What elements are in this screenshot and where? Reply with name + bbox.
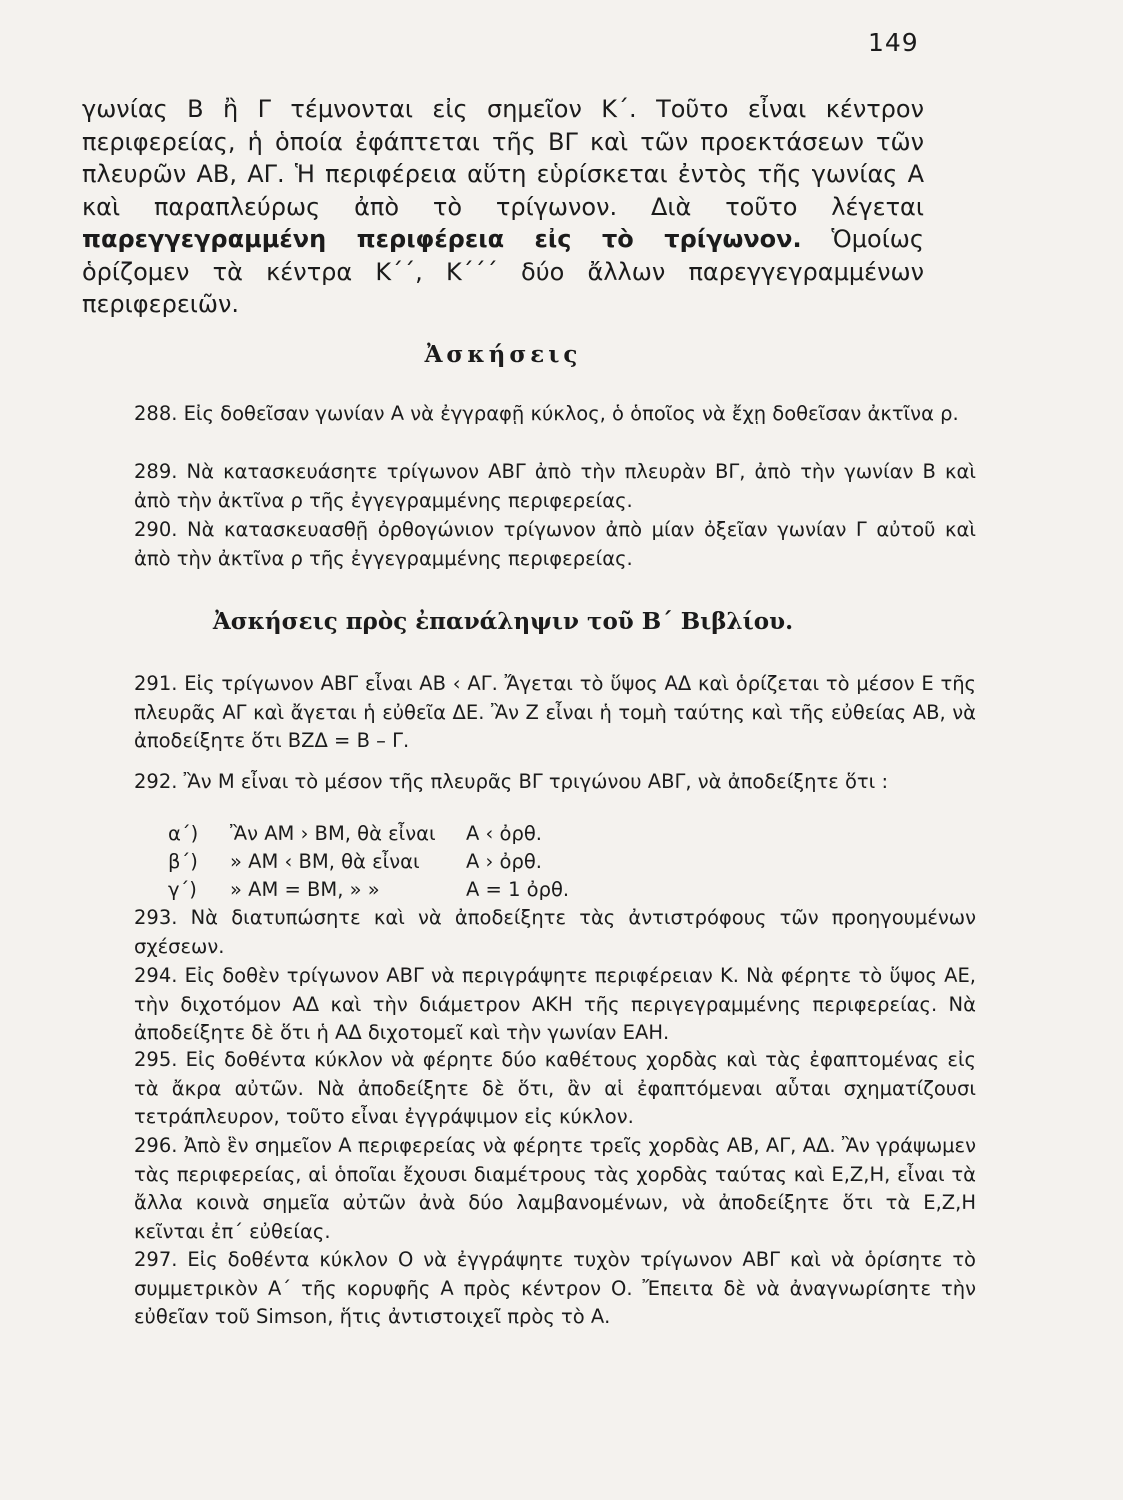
exercise-291: 291. Εἰς τρίγωνον ΑΒΓ εἶναι ΑΒ ‹ ΑΓ. Ἄγεται τὸ ὕψος ΑΔ καὶ ὁρίζεται τὸ μέσον Ε τῆς πλευρᾶς ΑΓ καὶ ἄγεται ἡ εὐθεῖα ΔΕ. Ἂν Ζ εἶναι ἡ τομὴ ταύτης καὶ τῆς εὐθείας ΑΒ, νὰ ἀποδείξητε ὅτι ΒΖΔ = Β – Γ. [134,672,976,752]
exercise-297: 297. Εἰς δοθέντα κύκλον Ο νὰ ἐγγράψητε τυχὸν τρίγωνον ΑΒΓ καὶ νὰ ὁρίσητε τὸ συμμετρικὸν Α΄ τῆς κορυφῆς Α πρὸς κέντρον Ο. Ἔπειτα δὲ νὰ ἀναγνωρίσητε τὴν εὐθεῖαν τοῦ Simson, ἥτις ἀντιστοιχεῖ πρὸς τὸ Α. [134,1248,976,1328]
case-row [168,848,630,877]
case-condition: » ΑΜ ‹ ΒΜ, θὰ εἶναι [230,850,420,873]
exercises-heading: Ἀσκήσεις [424,341,582,368]
case-result: Α › ὀρθ. [466,850,542,873]
intro-text-start: γωνίας Β ἢ Γ τέμνονται εἰς σημεῖον Κ΄. Τοῦτο εἶναι κέντρον περιφερείας, ἡ ὁποία ἐφάπτεται τῆς ΒΓ καὶ τῶν προεκτάσεων τῶν πλευρῶν ΑΒ, ΑΓ. Ἡ περιφέρεια αὕτη εὑρίσκεται ἐντὸς τῆς γωνίας Α καὶ παραπλεύρως ἀπὸ τὸ τρίγωνον. Διὰ τοῦτο λέγεται [82,95,924,221]
exercise-294: 294. Εἰς δοθὲν τρίγωνον ΑΒΓ νὰ περιγράψητε περιφέρειαν Κ. Νὰ φέρητε τὸ ὕψος ΑΕ, τὴν διχοτόμον ΑΔ καὶ τὴν διάμετρον ΑΚΗ τῆς περιγεγραμμένης περιφερείας. Νὰ ἀποδείξητε δὲ ὅτι ἡ ΑΔ διχοτομεῖ καὶ τὴν γωνίαν ΕΑΗ. [134,964,976,1044]
case-label: β΄) [168,850,198,873]
intro-text-end: Ὁμοίως ὁρίζομεν τὰ κέντρα Κ΄΄, Κ΄΄΄ δύο ἄλλων παρεγγεγραμμένων περιφερειῶν. [82,225,924,318]
intro-bold-term: παρεγγεγραμμένη περιφέρεια εἰς τὸ τρίγωνον. [82,225,802,253]
case-row [168,876,630,905]
exercise-293: 293. Νὰ διατυπώσητε καὶ νὰ ἀποδείξητε τὰς ἀντιστρόφους τῶν προηγουμένων σχέσεων. [134,906,976,958]
exercise-288: 288. Εἰς δοθεῖσαν γωνίαν Α νὰ ἐγγραφῇ κύκλος, ὁ ὁποῖος νὰ ἔχῃ δοθεῖσαν ἀκτῖνα ρ. [134,402,959,425]
exercise-290: 290. Νὰ κατασκευασθῇ ὀρθογώνιον τρίγωνον ἀπὸ μίαν ὀξεῖαν γωνίαν Γ αὐτοῦ καὶ ἀπὸ τὴν ἀκτῖνα ρ τῆς ἐγγεγραμμένης περιφερείας. [134,518,976,570]
case-label: α΄) [168,822,199,845]
case-result: Α ‹ ὀρθ. [466,822,542,845]
exercise-296: 296. Ἀπὸ ἓν σημεῖον Α περιφερείας νὰ φέρητε τρεῖς χορδὰς ΑΒ, ΑΓ, ΑΔ. Ἂν γράψωμεν τὰς περιφερείας, αἱ ὁποῖαι ἔχουσι διαμέτρους τὰς χορδὰς ταύτας καὶ Ε,Ζ,Η, εἶναι τὰ ἄλλα κοινὰ σημεῖα αὐτῶν ἀνὰ δύο λαμβανομένων, νὰ ἀποδείξητε ὅτι τὰ Ε,Ζ,Η κεῖνται ἐπ΄ εὐθείας. [134,1134,976,1243]
review-exercises-heading: Ἀσκήσεις πρὸς ἐπανάληψιν τοῦ Β΄ Βιβλίου. [212,608,794,635]
case-label: γ΄) [168,878,197,901]
exercise-295: 295. Εἰς δοθέντα κύκλον νὰ φέρητε δύο καθέτους χορδὰς καὶ τὰς ἐφαπτομένας εἰς τὰ ἄκρα αὐτῶν. Νὰ ἀποδείξητε δὲ ὅτι, ἂν αἱ ἐφαπτόμεναι αὗται σχηματίζουσι τετράπλευρον, τοῦτο εἶναι ἐγγράψιμον εἰς κύκλον. [134,1048,976,1128]
case-row [168,820,630,849]
case-condition: » ΑΜ = ΒΜ, » » [230,878,380,901]
intro-paragraph [82,93,924,321]
case-result: Α = 1 ὀρθ. [466,878,570,901]
exercise-292: 292. Ἂν Μ εἶναι τὸ μέσον τῆς πλευρᾶς ΒΓ τριγώνου ΑΒΓ, νὰ ἀποδείξητε ὅτι : [134,770,889,793]
page-number: 149 [868,28,919,57]
exercise-289: 289. Νὰ κατασκευάσητε τρίγωνον ΑΒΓ ἀπὸ τὴν πλευρὰν ΒΓ, ἀπὸ τὴν γωνίαν Β καὶ ἀπὸ τὴν ἀκτῖνα ρ τῆς ἐγγεγραμμένης περιφερείας. [134,460,976,512]
case-condition: Ἂν ΑΜ › ΒΜ, θὰ εἶναι [230,822,436,845]
